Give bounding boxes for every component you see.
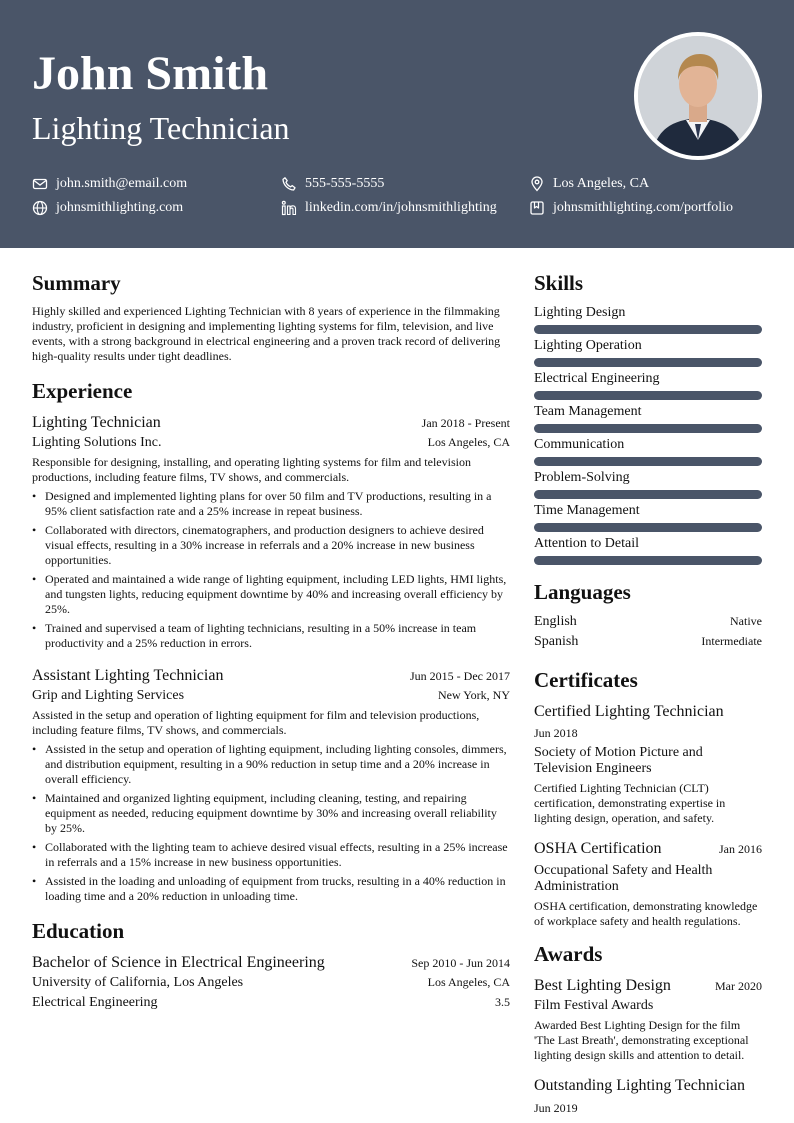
skill-name: Attention to Detail bbox=[534, 536, 639, 551]
contact-linkedin-text: linkedin.com/in/johnsmithlighting bbox=[305, 200, 497, 215]
skill-bar bbox=[534, 490, 762, 499]
certificate-description: Certified Lighting Technician (CLT) certification, demonstrating expertise in lighting design, operation, and safety. bbox=[534, 781, 726, 825]
award-date: Jun 2019 bbox=[534, 1101, 578, 1115]
skill-name: Problem-Solving bbox=[534, 470, 630, 485]
education-gpa: 3.5 bbox=[495, 995, 510, 1009]
contact-website-text: johnsmithlighting.com bbox=[56, 200, 184, 215]
linkedin-icon bbox=[281, 200, 297, 216]
contact-location bbox=[529, 175, 649, 193]
phone-icon bbox=[281, 176, 297, 192]
summary-text: Highly skilled and experienced Lighting Technician with 8 years of experience in the filmmaking industry, proficient in designing and implementing lighting systems for film, television, and live events, with a strong background in electrical engineering and a proven track record of delivering high-quality results under tight deadlines. bbox=[32, 304, 501, 363]
contact-location-text: Los Angeles, CA bbox=[553, 176, 650, 191]
education-field: Electrical Engineering bbox=[32, 995, 158, 1010]
globe-icon bbox=[32, 200, 48, 216]
certificate-item bbox=[534, 838, 762, 929]
achievement-item: • Maintained and organized lighting equipment, including cleaning, testing, and repairing equipment as needed, reducing equipment downtime by 30% and increasing overall reliability by 25%. bbox=[32, 791, 510, 836]
certificate-org: Society of Motion Picture and Television Engineers bbox=[534, 745, 703, 776]
job-company: Lighting Solutions Inc. bbox=[32, 435, 162, 450]
language-item bbox=[534, 633, 762, 651]
skills-list bbox=[534, 304, 762, 565]
skill-name: Lighting Operation bbox=[534, 338, 642, 353]
job-achievements bbox=[32, 742, 510, 904]
profile-photo-image bbox=[638, 36, 758, 156]
profile-photo bbox=[634, 32, 762, 160]
skill-bar bbox=[534, 457, 762, 466]
language-level: Native bbox=[730, 614, 762, 628]
contact-portfolio[interactable] bbox=[529, 199, 733, 217]
resume-header bbox=[0, 0, 794, 248]
language-name: Spanish bbox=[534, 634, 579, 649]
skill-item bbox=[534, 502, 762, 532]
language-item bbox=[534, 613, 762, 631]
award-date: Mar 2020 bbox=[715, 979, 762, 993]
candidate-title: Lighting Technician bbox=[32, 110, 290, 146]
skill-bar bbox=[534, 325, 762, 334]
certificate-date: Jan 2016 bbox=[719, 842, 762, 856]
education-item bbox=[32, 952, 510, 1013]
skill-bar bbox=[534, 523, 762, 532]
achievement-item: • Assisted in the setup and operation of lighting equipment, including lighting consoles, dimmers, and distribution equipment, resulting in a 90% reduction in setup time and a 20% increase in overall efficiency. bbox=[32, 742, 510, 787]
language-level: Intermediate bbox=[701, 634, 762, 648]
job-company: Grip and Lighting Services bbox=[32, 688, 185, 703]
skill-item bbox=[534, 403, 762, 433]
award-item bbox=[534, 1075, 762, 1116]
job-description: Assisted in the setup and operation of lighting equipment for film and television productions, including feature films, TV shows, and commercials. bbox=[32, 708, 480, 737]
skill-bar bbox=[534, 358, 762, 367]
email-icon bbox=[32, 176, 48, 192]
skill-item bbox=[534, 469, 762, 499]
contact-email[interactable] bbox=[32, 175, 187, 193]
award-org: Film Festival Awards bbox=[534, 998, 654, 1013]
achievement-item: • Trained and supervised a team of lighting technicians, resulting in a 50% increase in team productivity and a 25% reduction in errors. bbox=[32, 621, 510, 651]
candidate-name: John Smith bbox=[32, 47, 269, 100]
achievement-item: • Assisted in the loading and unloading of equipment from trucks, resulting in a 40% reduction in loading time and a 20% reduction in unloading time. bbox=[32, 874, 510, 904]
location-pin-icon bbox=[529, 176, 545, 192]
certificate-title: Certified Lighting Technician bbox=[534, 703, 724, 720]
skill-name: Communication bbox=[534, 437, 625, 452]
main-column bbox=[32, 270, 510, 1013]
skill-item bbox=[534, 535, 762, 565]
job-location: New York, NY bbox=[437, 688, 510, 702]
skill-item bbox=[534, 304, 762, 334]
skill-name: Electrical Engineering bbox=[534, 371, 660, 386]
contact-email-text: john.smith@email.com bbox=[56, 176, 188, 191]
education-dates: Sep 2010 - Jun 2014 bbox=[411, 956, 510, 970]
job-title: Assistant Lighting Technician bbox=[32, 667, 224, 684]
skill-bar bbox=[534, 391, 762, 400]
skill-name: Time Management bbox=[534, 503, 640, 518]
contact-phone-text: 555-555-5555 bbox=[305, 176, 385, 191]
skill-bar bbox=[534, 424, 762, 433]
certificates-heading: Certificates bbox=[534, 668, 638, 692]
job-description: Responsible for designing, installing, and operating lighting systems for film and television productions, including feature films, TV shows, and commercials. bbox=[32, 455, 471, 484]
job-title: Lighting Technician bbox=[32, 414, 161, 431]
award-description: Awarded Best Lighting Design for the film 'The Last Breath', demonstrating exceptional lighting design skills and attention to detail. bbox=[534, 1018, 749, 1062]
skill-name: Team Management bbox=[534, 404, 642, 419]
skill-item bbox=[534, 436, 762, 466]
skill-name: Lighting Design bbox=[534, 305, 626, 320]
award-title: Outstanding Lighting Technician bbox=[534, 1077, 745, 1094]
summary-heading: Summary bbox=[32, 271, 121, 295]
certificate-title: OSHA Certification bbox=[534, 840, 662, 857]
certificate-item bbox=[534, 701, 762, 826]
achievement-item: • Operated and maintained a wide range of lighting equipment, including LED lights, HMI lights, and tungsten lights, reducing equipment downtime by 40% and increasing overall efficiency by 25%. bbox=[32, 572, 510, 617]
achievement-item: • Collaborated with the lighting team to achieve desired visual effects, resulting in a 25% increase in referrals and a 15% increase in new business opportunities. bbox=[32, 840, 510, 870]
job-achievements bbox=[32, 489, 510, 651]
job-dates: Jun 2015 - Dec 2017 bbox=[410, 669, 510, 683]
awards-heading: Awards bbox=[534, 942, 603, 966]
languages-heading: Languages bbox=[534, 580, 631, 604]
achievement-item: • Collaborated with directors, cinematographers, and production designers to achieve desired visual effects, resulting in a 30% increase in referrals and a 20% increase in new business opportunities. bbox=[32, 523, 510, 568]
award-item bbox=[534, 975, 762, 1063]
experience-item bbox=[32, 412, 510, 651]
experience-item bbox=[32, 665, 510, 904]
job-dates: Jan 2018 - Present bbox=[421, 416, 510, 430]
contact-phone[interactable] bbox=[281, 175, 384, 193]
experience-heading: Experience bbox=[32, 379, 133, 403]
certificate-org: Occupational Safety and Health Administration bbox=[534, 863, 713, 894]
skill-bar bbox=[534, 556, 762, 565]
contact-linkedin[interactable] bbox=[281, 199, 497, 217]
job-location: Los Angeles, CA bbox=[427, 435, 510, 449]
certificate-description: OSHA certification, demonstrating knowledge of workplace safety and health regulations. bbox=[534, 899, 758, 928]
education-school: University of California, Los Angeles bbox=[32, 975, 244, 990]
certificate-date: Jun 2018 bbox=[534, 726, 578, 740]
education-degree: Bachelor of Science in Electrical Engineering bbox=[32, 954, 325, 971]
skill-item bbox=[534, 337, 762, 367]
language-name: English bbox=[534, 614, 577, 629]
skill-item bbox=[534, 370, 762, 400]
contact-website[interactable] bbox=[32, 199, 183, 217]
skills-heading: Skills bbox=[534, 271, 584, 295]
achievement-item: • Designed and implemented lighting plans for over 50 film and TV productions, resulting in a 95% client satisfaction rate and a 25% increase in repeat business. bbox=[32, 489, 510, 519]
sidebar-column bbox=[534, 270, 762, 1123]
education-heading: Education bbox=[32, 919, 125, 943]
education-location: Los Angeles, CA bbox=[427, 975, 510, 989]
award-title: Best Lighting Design bbox=[534, 977, 671, 994]
contact-portfolio-text: johnsmithlighting.com/portfolio bbox=[553, 200, 734, 215]
portfolio-icon bbox=[529, 200, 545, 216]
